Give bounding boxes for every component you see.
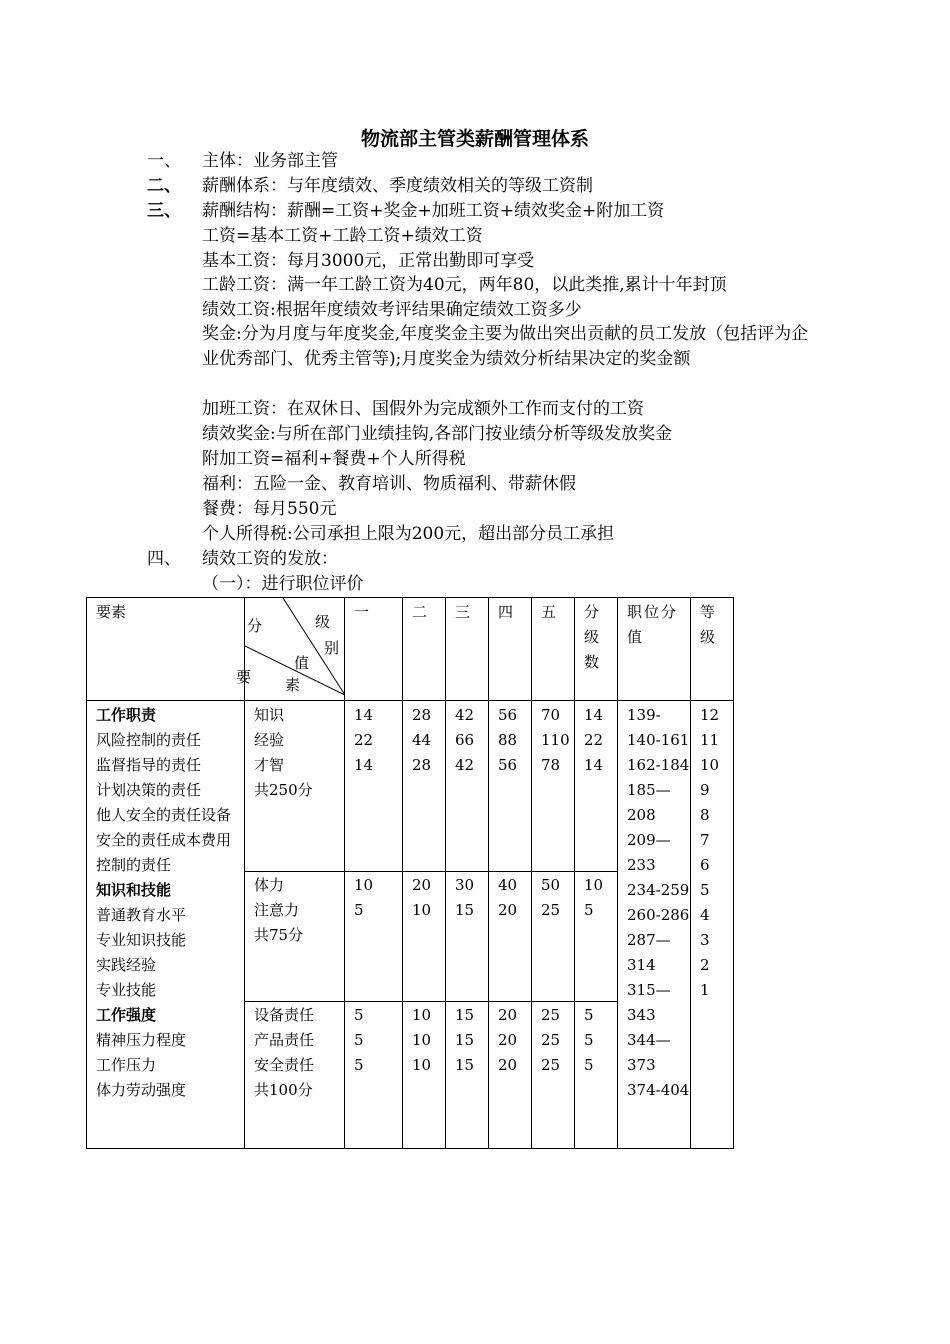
structure-line: 奖金:分为月度与年度奖金,年度奖金主要为做出突出贡献的员工发放（包括评为企业优秀部门、优秀主管等);月度奖金为绩效分析结果决定的奖金额: [202, 324, 809, 369]
factor-item: 实践经验: [96, 956, 157, 974]
factor-item: 安全的责任成本费用: [96, 831, 232, 849]
grade-values: 5 5 5: [345, 1001, 403, 1148]
factor-item: 体力劳动强度: [96, 1081, 187, 1099]
grade-values: 70 110 78: [532, 701, 575, 872]
grade-values: 56 88 56: [489, 701, 532, 872]
diagonal-header-cell: [236, 598, 345, 701]
section-text: 薪酬结构：薪酬=工资+奖金+加班工资+绩效奖金+附加工资: [202, 201, 665, 221]
diag-label: 要: [236, 668, 252, 686]
structure-line: 餐费：每月550元: [202, 499, 337, 519]
factor-item: 工作压力: [96, 1056, 157, 1074]
factor-item: 计划决策的责任: [96, 781, 202, 799]
grade-values: 10 5: [345, 872, 403, 1001]
structure-line: 工龄工资：满一年工龄工资为40元，两年80，以此类推,累计十年封顶: [202, 275, 727, 295]
factor-item: 专业技能: [96, 981, 157, 999]
factor-item: 精神压力程度: [96, 1031, 187, 1049]
section-number: 二、: [147, 176, 181, 196]
grade-values: 50 25: [532, 872, 575, 1001]
grade-values: 10 10 10: [403, 1001, 446, 1148]
factor-heading: 知识和技能: [96, 881, 172, 899]
grade-header: 二: [403, 598, 446, 701]
factor-item: 风险控制的责任: [96, 731, 202, 749]
section-text: 主体：业务部主管: [202, 151, 338, 171]
structure-line: 个人所得税:公司承担上限为200元，超出部分员工承担: [202, 524, 615, 544]
level-header: 等 级: [691, 598, 734, 701]
grade-values: 28 44 28: [403, 701, 446, 872]
structure-line: 绩效奖金:与所在部门业绩挂钩,各部门按业绩分析等级发放奖金: [202, 424, 673, 444]
structure-line: 福利：五险一金、教育培训、物质福利、带薪休假: [202, 474, 576, 494]
diag-label: 素: [285, 676, 301, 694]
factor-header: 要素: [87, 598, 245, 701]
factor-item: 控制的责任: [96, 856, 172, 874]
factor-item: 专业知识技能: [96, 931, 187, 949]
subsection-heading: （一）：进行职位评价: [202, 574, 364, 594]
grade-count-values: 10 5: [575, 872, 618, 1001]
grade-count-values: 5 5 5: [575, 1001, 618, 1148]
factor-item: 他人安全的责任设备: [96, 806, 232, 824]
table-row: [87, 701, 734, 872]
section-number: 一、: [147, 151, 181, 171]
position-value-header: 职位分值: [618, 598, 691, 701]
level-list: 12 11 10 9 8 7 6 5 4 3 2 1: [691, 701, 734, 1149]
structure-line: 基本工资：每月3000元，正常出勤即可享受: [202, 251, 535, 271]
grade-header: 四: [489, 598, 532, 701]
grade-values: 20 10: [403, 872, 446, 1001]
factor-item: 普通教育水平: [96, 906, 187, 924]
diag-label: 级: [315, 613, 331, 631]
grade-header: 一: [345, 598, 403, 701]
group-labels: 知识 经验 才智 共250分: [245, 701, 345, 872]
structure-line: 绩效工资:根据年度绩效考评结果确定绩效工资多少: [202, 300, 582, 320]
grade-values: 30 15: [446, 872, 489, 1001]
page-title: 物流部主管类薪酬管理体系: [360, 128, 589, 150]
section-text: 薪酬体系：与年度绩效、季度绩效相关的等级工资制: [202, 176, 593, 196]
section-number: 四、: [147, 549, 181, 569]
structure-line: 工资=基本工资+工龄工资+绩效工资: [202, 226, 483, 246]
factor-heading: 工作强度: [96, 1006, 157, 1024]
grade-count-header: 分 级 数: [575, 598, 618, 701]
section-text: 绩效工资的发放：: [202, 549, 338, 569]
table-header-row: [87, 598, 734, 701]
structure-line: 附加工资=福利+餐费+个人所得税: [202, 449, 466, 469]
job-evaluation-table: [86, 597, 734, 1149]
structure-line: 加班工资：在双休日、国假外为完成额外工作而支付的工资: [202, 399, 644, 419]
position-value-list: 139- 140-161 162-184 185— 208 209— 233 234-259 260-286 287— 314 315— 343 344— 373 374-404: [618, 701, 691, 1149]
group-labels: 体力 注意力 共75分: [245, 872, 345, 1001]
grade-header: 五: [532, 598, 575, 701]
factor-item: 监督指导的责任: [96, 756, 202, 774]
diag-label: 值: [294, 654, 310, 672]
diag-label: 别: [324, 639, 340, 657]
grade-header: 三: [446, 598, 489, 701]
grade-count-values: 14 22 14: [575, 701, 618, 872]
grade-values: 20 20 20: [489, 1001, 532, 1148]
grade-values: 14 22 14: [345, 701, 403, 872]
grade-values: 15 15 15: [446, 1001, 489, 1148]
group-labels: 设备责任 产品责任 安全责任 共100分: [245, 1001, 345, 1148]
grade-values: 40 20: [489, 872, 532, 1001]
section-number: 三、: [147, 201, 181, 221]
grade-values: 42 66 42: [446, 701, 489, 872]
factor-heading: 工作职责: [96, 706, 157, 724]
diag-label: 分: [247, 617, 263, 635]
factor-list: [87, 701, 245, 1149]
grade-values: 25 25 25: [532, 1001, 575, 1148]
